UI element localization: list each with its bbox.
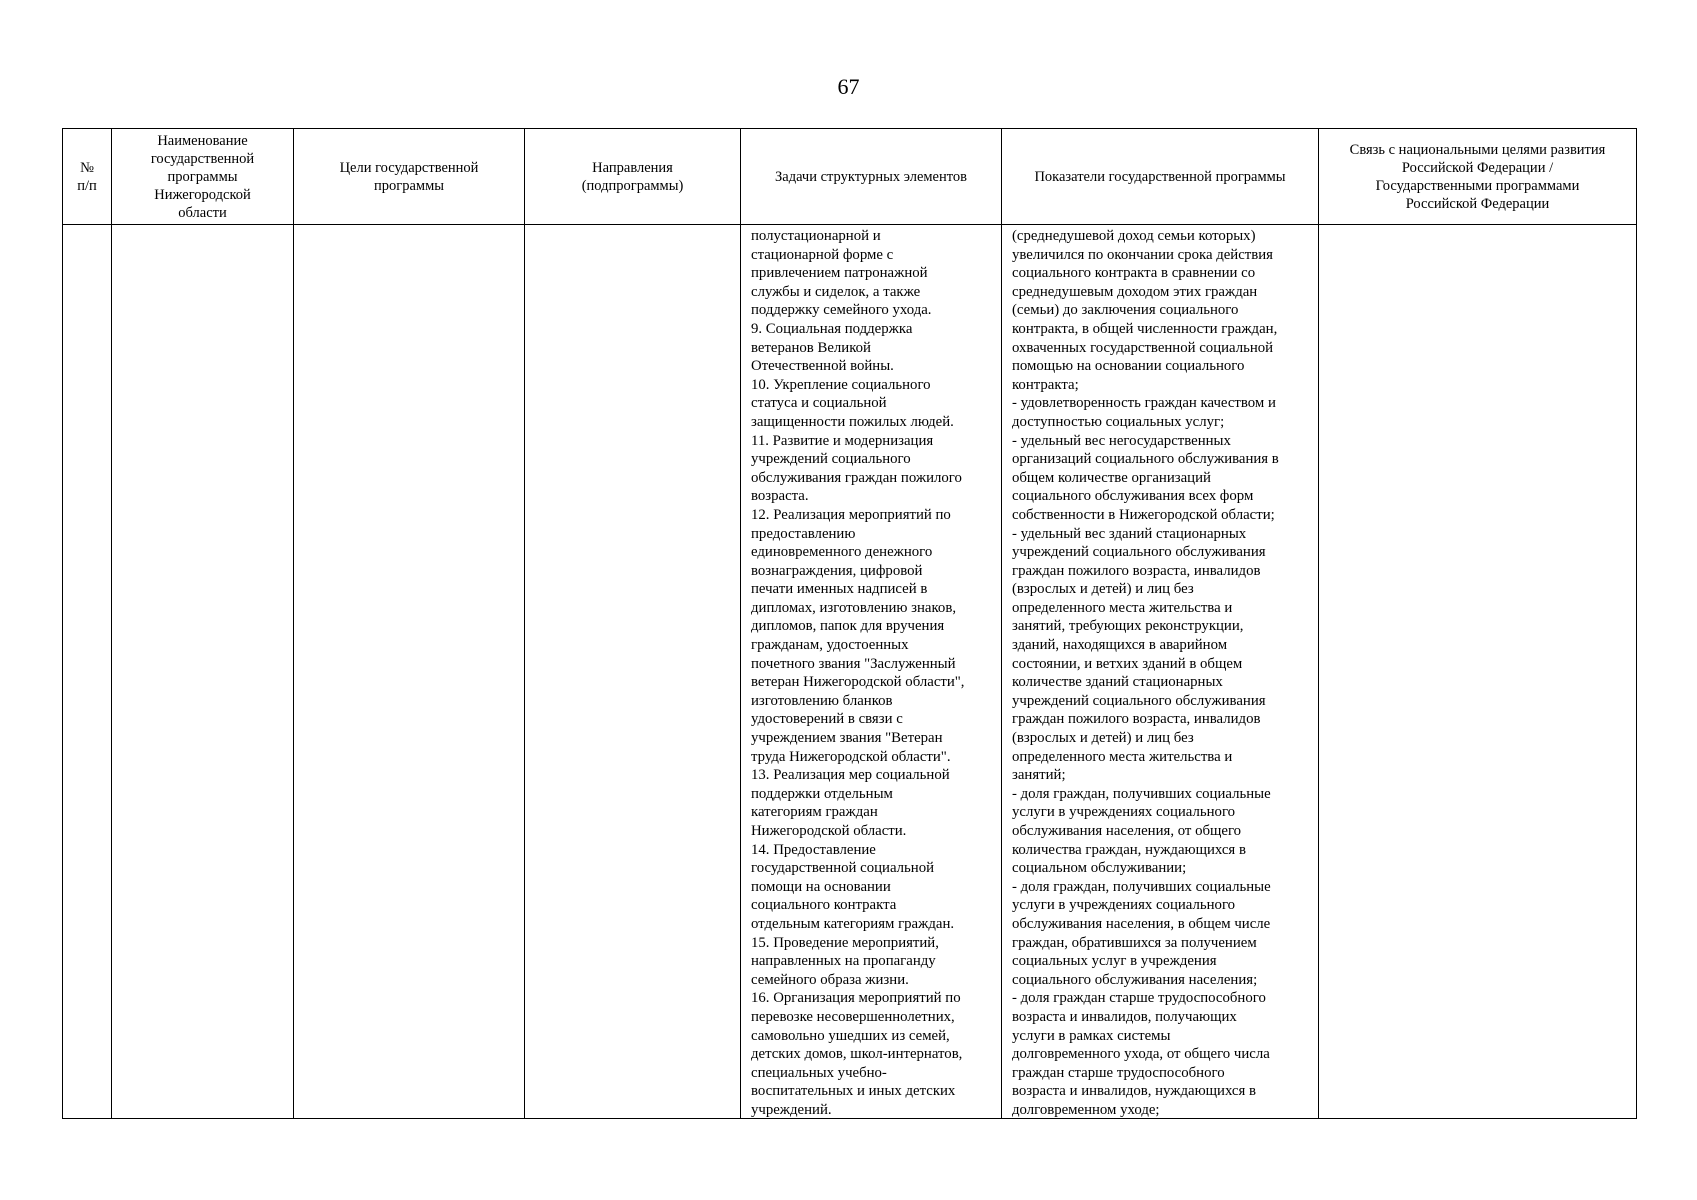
task-line: государственной социальной	[751, 860, 935, 877]
header-number: № п/п	[63, 129, 112, 225]
task-line: самовольно ушедших из семей,	[751, 1027, 950, 1044]
task-line: дипломах, изготовлению знаков,	[751, 599, 957, 616]
indicator-line: общем количестве организаций	[1012, 469, 1211, 486]
task-line: 9. Социальная поддержка	[751, 320, 913, 337]
indicator-line: (взрослых и детей) и лиц без	[1012, 581, 1194, 598]
header-directions: Направления (подпрограммы)	[525, 129, 741, 225]
task-line: труда Нижегородской области".	[751, 748, 951, 765]
indicator-line: учреждений социального обслуживания	[1012, 692, 1266, 709]
indicator-line: собственности в Нижегородской области;	[1012, 506, 1275, 523]
indicator-line: граждан пожилого возраста, инвалидов	[1012, 711, 1261, 728]
indicator-line: - удельный вес зданий стационарных	[1012, 525, 1247, 542]
indicator-line: возраста и инвалидов, нуждающихся в	[1012, 1083, 1256, 1100]
task-line: Отечественной войны.	[751, 358, 894, 375]
task-line: учреждением звания "Ветеран	[751, 730, 943, 747]
task-line: социального контракта	[751, 897, 897, 914]
task-line: привлечением патронажной	[751, 265, 928, 282]
indicator-line: (семьи) до заключения социального	[1012, 302, 1239, 319]
task-line: направленных на пропаганду	[751, 953, 936, 970]
task-line: стационарной форме с	[751, 246, 894, 263]
task-line: специальных учебно-	[751, 1064, 887, 1081]
task-line: 13. Реализация мер социальной	[751, 767, 950, 784]
task-line: 14. Предоставление	[751, 841, 876, 858]
task-line: перевозке несовершеннолетних,	[751, 1008, 955, 1025]
indicator-line: определенного места жительства и	[1012, 748, 1233, 765]
indicator-line: услуги в учреждениях социального	[1012, 804, 1236, 821]
indicator-line: контракта, в общей численности граждан,	[1012, 320, 1278, 337]
indicator-line: организаций социального обслуживания в	[1012, 451, 1279, 468]
header-program-name: Наименование государственной программы Нижегородской области	[112, 129, 294, 225]
task-line: 12. Реализация мероприятий по	[751, 506, 951, 523]
task-line: воспитательных и иных детских	[751, 1083, 956, 1100]
indicator-line: - доля граждан, получивших социальные	[1012, 878, 1271, 895]
indicator-line: социальных услуг в учреждения	[1012, 953, 1217, 970]
indicator-line: определенного места жительства и	[1012, 599, 1233, 616]
indicator-line: помощью на основании социального	[1012, 358, 1245, 375]
indicator-line: контракта;	[1012, 376, 1079, 393]
indicator-line: социального обслуживания всех форм	[1012, 488, 1254, 505]
task-line: предоставлению	[751, 525, 856, 542]
task-line: Нижегородской области.	[751, 823, 907, 839]
indicator-line: доступностью социальных услуг;	[1012, 413, 1225, 430]
indicator-line: учреждений социального обслуживания	[1012, 544, 1266, 561]
table-row	[63, 225, 1637, 1119]
task-line: возраста.	[751, 488, 809, 505]
indicator-line: - удельный вес негосударственных	[1012, 432, 1231, 449]
indicator-line: граждан старше трудоспособного	[1012, 1064, 1225, 1081]
page-number: 67	[837, 74, 860, 99]
task-line: ветеран Нижегородской области",	[751, 674, 965, 691]
task-line: учреждений социального	[751, 451, 911, 468]
task-line: учреждений.	[751, 1101, 832, 1117]
task-line: категориям граждан	[751, 804, 878, 821]
task-line: обслуживания граждан пожилого	[751, 469, 962, 486]
cell-indicators	[1002, 225, 1319, 1119]
indicator-line: занятий;	[1012, 767, 1066, 784]
indicator-line: граждан, обратившихся за получением	[1012, 934, 1257, 951]
indicator-line: занятий, требующих реконструкции,	[1012, 618, 1244, 635]
header-national-goals: Связь с национальными целями развития Российской Федерации / Государственными программами Российской Федерации	[1319, 129, 1637, 225]
indicator-line: среднедушевым доходом этих граждан	[1012, 283, 1258, 300]
indicator-line: социального обслуживания населения;	[1012, 971, 1258, 988]
indicator-line: количестве зданий стационарных	[1012, 674, 1223, 691]
task-line: поддержки отдельным	[751, 785, 893, 802]
tasks-text	[741, 225, 1001, 1117]
task-line: единовременного денежного	[751, 544, 933, 561]
header-tasks: Задачи структурных элементов	[741, 129, 1002, 225]
indicator-line: - удовлетворенность граждан качеством и	[1012, 395, 1276, 412]
task-line: полустационарной и	[751, 228, 881, 244]
cell-program-name	[112, 225, 294, 1119]
header-goals: Цели государственной программы	[294, 129, 525, 225]
indicators-text	[1002, 225, 1318, 1117]
cell-directions	[525, 225, 741, 1119]
cell-national-goals	[1319, 225, 1637, 1119]
cell-tasks	[741, 225, 1002, 1119]
task-line: печати именных надписей в	[751, 581, 928, 598]
indicator-line: социального контракта в сравнении со	[1012, 265, 1256, 282]
indicator-line: (среднедушевой доход семьи которых)	[1012, 228, 1256, 244]
program-table	[62, 128, 1637, 1119]
header-row	[63, 129, 1637, 225]
task-line: отдельным категориям граждан.	[751, 915, 955, 932]
indicator-line: количества граждан, нуждающихся в	[1012, 841, 1246, 858]
indicator-line: увеличился по окончании срока действия	[1012, 246, 1273, 263]
task-line: 15. Проведение мероприятий,	[751, 934, 939, 951]
indicator-line: - доля граждан старше трудоспособного	[1012, 990, 1266, 1007]
cell-number	[63, 225, 112, 1119]
task-line: поддержку семейного ухода.	[751, 302, 932, 319]
task-line: службы и сиделок, а также	[751, 283, 921, 300]
task-line: изготовлению бланков	[751, 692, 893, 709]
indicator-line: услуги в учреждениях социального	[1012, 897, 1236, 914]
task-line: 10. Укрепление социального	[751, 376, 931, 393]
task-line: помощи на основании	[751, 878, 891, 895]
cell-goals	[294, 225, 525, 1119]
indicator-line: долговременного ухода, от общего числа	[1012, 1046, 1270, 1063]
indicator-line: охваченных государственной социальной	[1012, 339, 1274, 356]
header-indicators: Показатели государственной программы	[1002, 129, 1319, 225]
indicator-line: возраста и инвалидов, получающих	[1012, 1008, 1237, 1025]
task-line: 11. Развитие и модернизация	[751, 432, 934, 449]
indicator-line: граждан пожилого возраста, инвалидов	[1012, 562, 1261, 579]
task-line: 16. Организация мероприятий по	[751, 990, 961, 1007]
task-line: почетного звания "Заслуженный	[751, 655, 956, 672]
task-line: гражданам, удостоенных	[751, 637, 909, 654]
indicator-line: состоянии, и ветхих зданий в общем	[1012, 655, 1243, 672]
task-line: семейного образа жизни.	[751, 971, 909, 988]
task-line: статуса и социальной	[751, 395, 887, 412]
indicator-line: обслуживания населения, в общем числе	[1012, 915, 1271, 932]
indicator-line: (взрослых и детей) и лиц без	[1012, 730, 1194, 747]
indicator-line: социальном обслуживании;	[1012, 860, 1187, 877]
indicator-line: услуги в рамках системы	[1012, 1027, 1171, 1044]
indicator-line: долговременном уходе;	[1012, 1101, 1160, 1117]
task-line: детских домов, школ-интернатов,	[751, 1046, 963, 1063]
task-line: ветеранов Великой	[751, 339, 871, 356]
indicator-line: зданий, находящихся в аварийном	[1012, 637, 1228, 654]
indicator-line: - доля граждан, получивших социальные	[1012, 785, 1271, 802]
task-line: удостоверений в связи с	[751, 711, 903, 728]
task-line: защищенности пожилых людей.	[751, 413, 954, 430]
task-line: вознаграждения, цифровой	[751, 562, 923, 579]
indicator-line: обслуживания населения, от общего	[1012, 823, 1242, 839]
task-line: дипломов, папок для вручения	[751, 618, 945, 635]
